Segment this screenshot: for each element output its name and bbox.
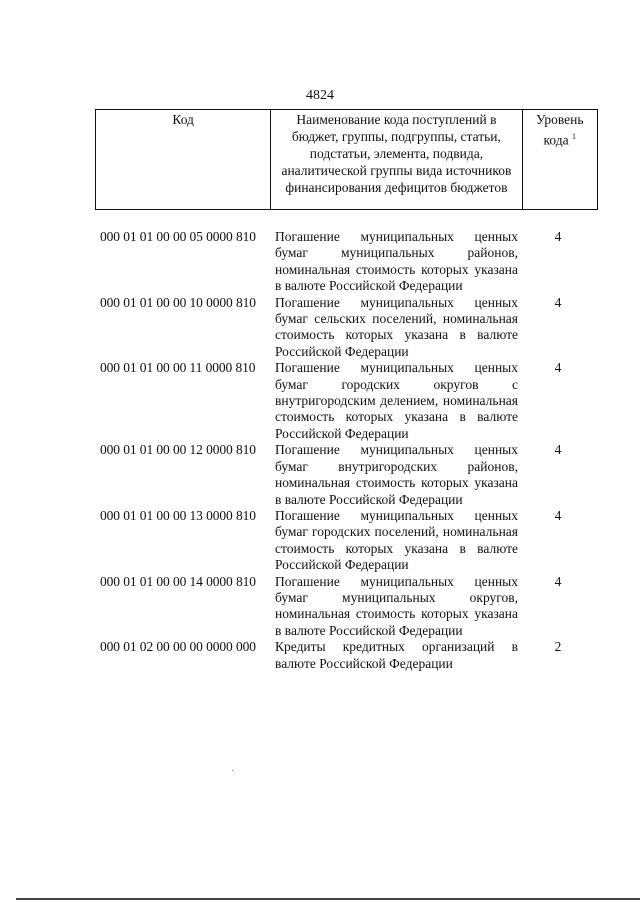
header-code <box>96 110 271 210</box>
row-level: 4 <box>554 294 562 310</box>
row-code: 000 01 02 00 00 00 0000 000 <box>100 639 256 655</box>
row-name: Погашение муниципальных ценных бумаг муниципальных районов, номинальная стоимость которых указана в валюте Российской Федерации <box>275 229 518 294</box>
row-level: 4 <box>554 360 562 376</box>
row-code: 000 01 01 00 00 12 0000 810 <box>100 442 256 458</box>
scan-edge-line <box>16 898 640 900</box>
table-row <box>100 229 600 295</box>
header-level <box>522 110 597 210</box>
header-name-label: Наименование кода поступлений в бюджет, группы, подгруппы, статьи, подстатьи, элемента, подвида, аналитической группы вида источников финансирования дефицитов бюджетов <box>281 112 512 195</box>
table-header <box>95 109 598 210</box>
row-code: 000 01 01 00 00 11 0000 810 <box>100 360 256 376</box>
row-code: 000 01 01 00 00 13 0000 810 <box>100 507 256 523</box>
row-name: Погашение муниципальных ценных бумаг сельских поселений, номинальная стоимость которых указана в валюте Российской Федерации <box>275 294 518 359</box>
table-body <box>100 229 600 672</box>
row-code: 000 01 01 00 00 05 0000 810 <box>100 229 256 244</box>
table-row <box>100 508 600 574</box>
row-code: 000 01 01 00 00 10 0000 810 <box>100 294 256 310</box>
table-row <box>100 442 600 508</box>
scan-speck <box>232 770 233 771</box>
row-level: 4 <box>554 573 562 589</box>
table-row <box>100 639 600 672</box>
row-code: 000 01 01 00 00 14 0000 810 <box>100 573 256 589</box>
row-name: Погашение муниципальных ценных бумаг городских поселений, номинальная стоимость которых указана в валюте Российской Федерации <box>275 507 518 573</box>
table-row <box>100 360 600 442</box>
page-number: 4824 <box>306 88 334 103</box>
row-level: 2 <box>554 639 562 655</box>
table-row <box>100 574 600 640</box>
header-code-label: Код <box>172 112 194 127</box>
row-name: Погашение муниципальных ценных бумаг внутригородских районов, номинальная стоимость которых указана в валюте Российской Федерации <box>275 442 518 507</box>
row-name: Погашение муниципальных ценных бумаг городских округов с внутригородским делением, номинальная стоимость которых указана в валюте Российской Федерации <box>275 360 518 441</box>
header-level-label: Уровень кода <box>536 112 584 148</box>
table-row <box>100 295 600 361</box>
row-name: Погашение муниципальных ценных бумаг муниципальных округов, номинальная стоимость которых указана в валюте Российской Федерации <box>275 573 518 638</box>
row-name: Кредиты кредитных организаций в валюте Российской Федерации <box>275 639 518 671</box>
header-level-footnote: 1 <box>572 132 577 141</box>
row-level: 4 <box>554 442 562 458</box>
header-name <box>271 110 522 210</box>
row-level: 4 <box>554 229 562 244</box>
row-level: 4 <box>554 507 562 523</box>
